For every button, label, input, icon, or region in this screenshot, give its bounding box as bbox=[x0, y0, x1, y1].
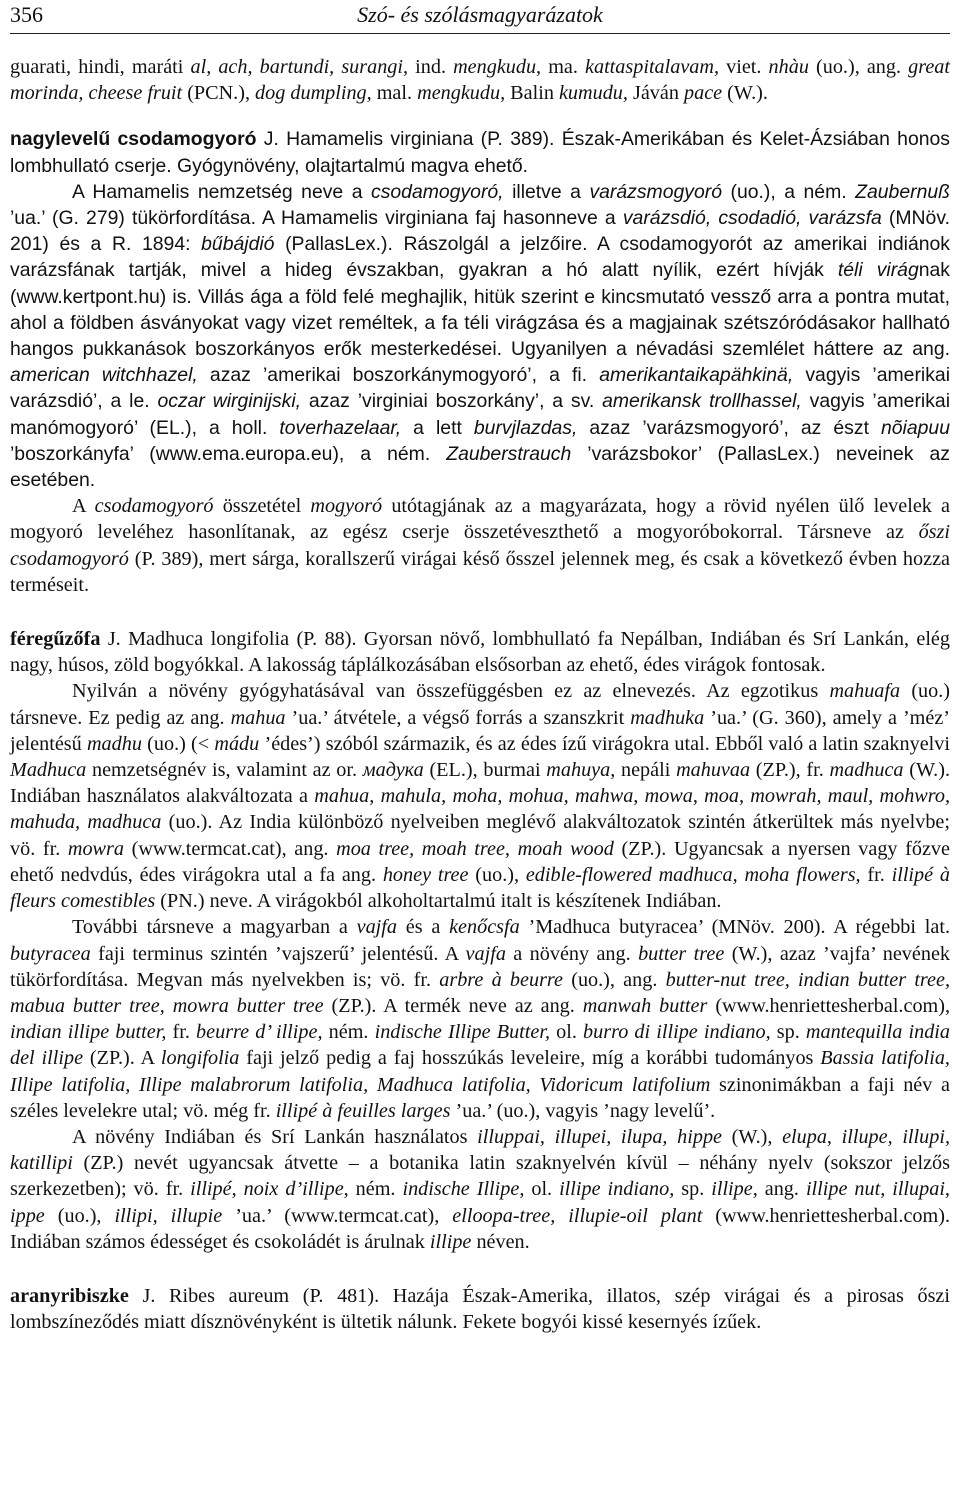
dictionary-entry bbox=[10, 626, 950, 1255]
text-run: néven. bbox=[471, 1230, 530, 1253]
text-run: szinonimákban a faji név a széles levelekre utal; vö. még fr. bbox=[10, 1073, 950, 1122]
paragraph bbox=[10, 626, 950, 678]
italic-term: toverhazelaar, bbox=[279, 416, 402, 439]
italic-term: мадука bbox=[362, 759, 424, 782]
paragraph bbox=[10, 493, 950, 598]
paragraph bbox=[10, 54, 950, 106]
text-run: A növény Indiában és Srí Lankán használatos bbox=[72, 1125, 478, 1148]
text-run: (ZP.). A termék neve az ang. bbox=[323, 994, 583, 1017]
text-run: a növény ang. bbox=[505, 942, 639, 965]
italic-term: illuppai, illupei, ilupa, hippe bbox=[477, 1125, 722, 1148]
page-number: 356 bbox=[10, 2, 43, 27]
header-rule bbox=[10, 33, 950, 34]
italic-term: madhuca bbox=[829, 759, 904, 782]
italic-term: madhu bbox=[86, 732, 142, 755]
text-run: összetétel bbox=[213, 495, 311, 518]
italic-term: kumudu, bbox=[558, 82, 628, 105]
italic-term: manwah butter bbox=[582, 994, 708, 1017]
italic-term: pace bbox=[684, 82, 723, 105]
text-run: azaz ’varázsmogyoró’, az észt bbox=[577, 416, 881, 439]
text-run: azaz ’amerikai boszorkánymogyoró’, a fi. bbox=[197, 364, 600, 387]
italic-term: illipé à fleurs comestibles bbox=[10, 863, 950, 913]
text-run: azaz ’virginiai boszorkány’, a sv. bbox=[301, 390, 603, 413]
text-run: vagyis ’amerikai varázsdió’, a le. bbox=[10, 364, 951, 413]
italic-term: csodamogyoró bbox=[94, 495, 214, 518]
italic-term: Zauberstrauch bbox=[446, 442, 572, 465]
paragraph bbox=[10, 678, 950, 914]
italic-term: american witchhazel, bbox=[10, 364, 198, 387]
italic-term: kattaspitalavam, bbox=[585, 56, 720, 78]
text-run: (www.henriettesherbal.com), bbox=[707, 994, 951, 1017]
italic-term: illipe nut, illupai, ippe bbox=[10, 1178, 950, 1227]
italic-term: mahuafa bbox=[829, 680, 901, 703]
text-run: (uo.) társneve. Ez pedig az ang. bbox=[10, 680, 950, 729]
entry-separator bbox=[10, 598, 950, 626]
text-run: (ZP.), fr. bbox=[750, 759, 830, 782]
text-run: ’boszorkányfa’ (www.ema.europa.eu), a ném. bbox=[10, 442, 447, 465]
text-run: (MNöv. 201) és a R. 1894: bbox=[10, 207, 950, 256]
text-run: és a bbox=[396, 916, 450, 939]
text-run: nepáli bbox=[615, 759, 677, 782]
text-run: guarati, hindi, maráti bbox=[10, 56, 191, 78]
page-body bbox=[10, 54, 950, 1335]
paragraph bbox=[10, 1283, 950, 1335]
text-run: nemzetségnév is, valamint az or. bbox=[86, 759, 363, 782]
headword: aranyribiszke bbox=[10, 1284, 129, 1307]
text-run: (ZP.). A bbox=[83, 1047, 161, 1070]
italic-term: madhuka bbox=[630, 706, 705, 729]
text-run: (PCN.), bbox=[182, 82, 256, 105]
text-run: ol. bbox=[524, 1178, 560, 1201]
text-run: Nyilván a növény gyógyhatásával van összefüggésben ez az elnevezés. Az egzotikus bbox=[72, 680, 830, 703]
italic-term: Madhuca bbox=[10, 759, 87, 782]
text-run: fr. bbox=[166, 1021, 197, 1044]
italic-term: longifolia bbox=[160, 1047, 240, 1070]
text-run: sp. bbox=[770, 1021, 806, 1044]
text-run: (www.termcat.cat), ang. bbox=[123, 837, 337, 860]
italic-term: indian illipe butter, bbox=[10, 1021, 167, 1044]
text-run: ném. bbox=[348, 1178, 403, 1201]
text-run: ném. bbox=[322, 1021, 375, 1044]
headword: nagylevelű csodamogyoró bbox=[10, 128, 257, 151]
text-run: További társneve a magyarban a bbox=[72, 916, 357, 939]
entry-separator bbox=[10, 106, 950, 126]
paragraph bbox=[10, 1124, 950, 1255]
italic-term: mahuvaa bbox=[676, 759, 751, 782]
text-run: vagyis ’amerikai manómogyoró’ (EL.), a holl. bbox=[10, 390, 951, 439]
italic-term: mowra bbox=[67, 837, 124, 860]
text-run: ’édes’) szóból származik, és az édes ízű virágokra utal. Ebből való a latin szaknyelvi bbox=[259, 732, 950, 755]
text-run: ’ua.’ (G. 279) tükörfordítása. A Hamamelis virginiana faj hasonneve a bbox=[10, 207, 623, 230]
text-run: faji terminus szintén ’vajszerű’ jelentésű. A bbox=[90, 942, 466, 965]
italic-term: őszi csodamogyoró bbox=[10, 521, 950, 570]
italic-term: butyracea bbox=[10, 942, 91, 965]
italic-term: honey tree bbox=[382, 863, 469, 886]
italic-term: mádu bbox=[214, 732, 260, 755]
italic-term: téli virág bbox=[837, 259, 919, 282]
italic-term: Zaubernuß bbox=[855, 180, 950, 203]
text-run: ’Madhuca butyracea’ (MNöv. 200). A régebbi lat. bbox=[519, 916, 951, 939]
text-run: ’varázsbokor’ (PallasLex.) neveinek az esetében. bbox=[10, 442, 950, 492]
text-run: ind. bbox=[408, 56, 454, 78]
text-run: ang. bbox=[757, 1178, 806, 1201]
running-header bbox=[10, 0, 950, 34]
text-run: (uo.) (< bbox=[141, 732, 215, 755]
text-run: ol. bbox=[550, 1021, 584, 1044]
italic-term: mahuya, bbox=[546, 759, 616, 782]
text-run: (PallasLex.). Rászolgál a jelzőire. A csodamogyorót az amerikai indiánok varázsfának tartják, mivel a hideg évszakban, gyakran a hó alatt nyílik, ezért hívják bbox=[10, 233, 950, 282]
italic-term: csodamogyoró, bbox=[371, 180, 504, 203]
italic-term: amerikantaikapähkinä, bbox=[599, 364, 794, 387]
text-run: (W.). bbox=[722, 82, 768, 105]
text-run: (uo.), ang. bbox=[563, 968, 666, 991]
italic-term: vajfa bbox=[465, 942, 506, 965]
italic-term: Bassia latifolia, Illipe latifolia, Illipe malabrorum latifolia, Madhuca latifolia, Vidoricum latifolium bbox=[10, 1047, 950, 1096]
italic-term: nhàu bbox=[768, 56, 809, 78]
text-run: faji jelző pedig a faj hosszúkás leveleire, míg a korábbi tudományos bbox=[239, 1047, 821, 1070]
text-run: fr. bbox=[860, 863, 892, 886]
dictionary-entry bbox=[10, 54, 950, 106]
headword: féregűzőfa bbox=[10, 628, 101, 651]
italic-term: mantequilla india del illipe bbox=[10, 1021, 950, 1070]
text-run: (W.). Indiában használatos alakváltozata a bbox=[10, 759, 950, 808]
text-run: sp. bbox=[674, 1178, 712, 1201]
text-run: A Hamamelis nemzetség neve a bbox=[72, 180, 371, 203]
running-title: Szó- és szólásmagyarázatok bbox=[357, 2, 603, 27]
italic-term: kenőcsfa bbox=[449, 916, 520, 939]
italic-term: great morinda, cheese fruit bbox=[10, 56, 950, 105]
text-run: viet. bbox=[719, 56, 769, 78]
text-run: ma. bbox=[541, 56, 586, 78]
italic-term: elupa, illupe, illupi, katillipi bbox=[10, 1125, 950, 1175]
text-run: (uo.), bbox=[44, 1204, 115, 1227]
text-run: (uo.), ang. bbox=[808, 56, 909, 78]
paragraph bbox=[10, 914, 950, 1124]
text-run: (P. 389), mert sárga, korallszerű virágai késő ősszel jelennek meg, és csak a következő évben hozza terméseit. bbox=[10, 547, 950, 596]
italic-term: beurre d’ illipe, bbox=[196, 1021, 323, 1044]
dictionary-entry bbox=[10, 1283, 950, 1335]
text-run: (PN.) neve. A virágokból alkoholtartalmú italt is készítenek Indiában. bbox=[155, 890, 722, 913]
italic-term: nõiapuu bbox=[880, 416, 950, 439]
italic-term: moa tree, moah tree, moah wood bbox=[336, 837, 614, 860]
italic-term: dog dumpling, bbox=[255, 82, 372, 105]
italic-term: illipé, noix d’illipe, bbox=[190, 1178, 349, 1201]
text-run: Jáván bbox=[627, 82, 684, 105]
text-run: (ZP.). Ugyancsak a nyersen vagy főzve ehető nedvdús, édes virágokra utal a fa ang. bbox=[10, 837, 950, 886]
italic-term: arbre à beurre bbox=[439, 968, 563, 991]
italic-term: butter-nut tree, indian butter tree, mabua butter tree, mowra butter tree bbox=[10, 968, 951, 1017]
italic-term: indische Illipe, bbox=[402, 1178, 525, 1201]
italic-term: bűbájdió bbox=[201, 233, 275, 256]
text-run: A bbox=[72, 495, 95, 518]
text-run: (www.henriettesherbal.com). Indiában számos édességet és csokoládét is árulnak bbox=[10, 1204, 950, 1253]
italic-term: mahua bbox=[230, 706, 286, 729]
text-run: ’ua.’ (www.termcat.cat), bbox=[222, 1204, 453, 1227]
text-run: mal. bbox=[371, 82, 418, 105]
text-run: ’ua.’ (G. 360), amely a ’méz’ jelentésű bbox=[10, 706, 951, 755]
text-run: J. Hamamelis virginiana (P. 389). Észak-Amerikában és Kelet-Ázsiában honos lombhullató cserje. Gyógynövény, olajtartalmú magva ehető. bbox=[10, 128, 950, 177]
italic-term: illipe indiano, bbox=[559, 1178, 675, 1201]
text-run: (ZP.) nevét ugyancsak átvette – a botanika latin szaknyelvén kívül – néhány nyelv (sokszor jelzős szerkezetben); vö. fr. bbox=[10, 1152, 950, 1201]
paragraph bbox=[10, 179, 950, 493]
italic-term: illipe bbox=[429, 1230, 472, 1253]
italic-term: varázsmogyoró bbox=[589, 180, 722, 203]
text-run: nak (www.kertpont.hu) is. Villás ága a föld felé meghajlik, hitük szerint e kincsmutató vessző arra a pontra mutat, ahol a földben ásványokat vagy vizet reméltek, a fa téli virágzása és a magjainak szétszóródásakor hallható hangos pukkanások boszorkányos erők mesterkedései. Ugyanilyen a névadási szemlélet háttere az ang. bbox=[10, 259, 950, 361]
text-run: Balin bbox=[505, 82, 559, 105]
entry-separator bbox=[10, 1255, 950, 1283]
italic-term: illipe, bbox=[711, 1178, 758, 1201]
italic-term: oczar wirginijski, bbox=[157, 390, 302, 413]
text-run: (EL.), burmai bbox=[423, 759, 547, 782]
text-run: illetve a bbox=[503, 180, 590, 203]
text-run: (W.), azaz ’vajfa’ nevének tükörfordítása. Megvan más nyelvekben is; vö. fr. bbox=[10, 942, 950, 991]
italic-term: mengkudu, bbox=[453, 56, 542, 78]
italic-term: illipi, illupie bbox=[114, 1204, 223, 1227]
italic-term: butter tree bbox=[638, 942, 725, 965]
italic-term: mogyoró bbox=[310, 495, 383, 518]
italic-term: varázsdió, csodadió, varázsfa bbox=[622, 207, 882, 230]
italic-term: vajfa bbox=[356, 916, 397, 939]
text-run: ’ua.’ átvétele, a végső forrás a szanszkrit bbox=[285, 706, 631, 729]
text-run: (uo.). Az India különböző nyelveiben meglévő alakváltozatok szintén átkerültek más nyelvbe; vö. fr. bbox=[10, 811, 950, 860]
italic-term: burro di illipe indiano, bbox=[583, 1021, 771, 1044]
italic-term: indische Illipe Butter, bbox=[374, 1021, 551, 1044]
text-run: (uo.), bbox=[468, 863, 526, 886]
text-run: J. Ribes aureum (P. 481). Hazája Észak-Amerika, illatos, szép virágai és a pirosas őszi lombszíneződés miatt dísznövényként is ültetik nálunk. Fekete bogyói kissé kesernyés ízűek. bbox=[10, 1284, 950, 1334]
italic-term: mengkudu, bbox=[417, 82, 506, 105]
italic-term: amerikansk trollhassel, bbox=[602, 390, 802, 413]
italic-term: elloopa-tree, illupie-oil plant bbox=[452, 1204, 703, 1227]
italic-term: al, ach, bartundi, surangi, bbox=[190, 56, 409, 78]
italic-term: mahua, mahula, moha, mohua, mahwa, mowa, moa, mowrah, maul, mohwro, mahuda, madhuca bbox=[10, 785, 950, 834]
text-run: J. Madhuca longifolia (P. 88). Gyorsan növő, lombhullató fa Nepálban, Indiában és Srí Lankán, elég nagy, húsos, zöld bogyókkal. A lakosság táplálkozásában elsősorban az ehető, édes virágok fontosak. bbox=[10, 628, 950, 677]
paragraph bbox=[10, 126, 950, 178]
italic-term: illipé à feuilles larges bbox=[275, 1099, 451, 1122]
dictionary-entry bbox=[10, 126, 950, 598]
text-run: (uo.), a ném. bbox=[722, 180, 856, 203]
italic-term: edible-flowered madhuca, moha flowers, bbox=[525, 863, 861, 886]
text-run: utótagjának az a magyarázata, hogy a rövid nyélen ülő levelek a mogyoró leveléhez hasonlítanak, az egész cserje összetéveszthető a mogyoróbokorral. Társneve az bbox=[10, 495, 951, 544]
text-run: (W.), bbox=[722, 1125, 783, 1148]
text-run: a lett bbox=[401, 416, 474, 439]
text-run: ’ua.’ (uo.), vagyis ’nagy levelű’. bbox=[450, 1099, 716, 1122]
italic-term: burvjlazdas, bbox=[473, 416, 578, 439]
